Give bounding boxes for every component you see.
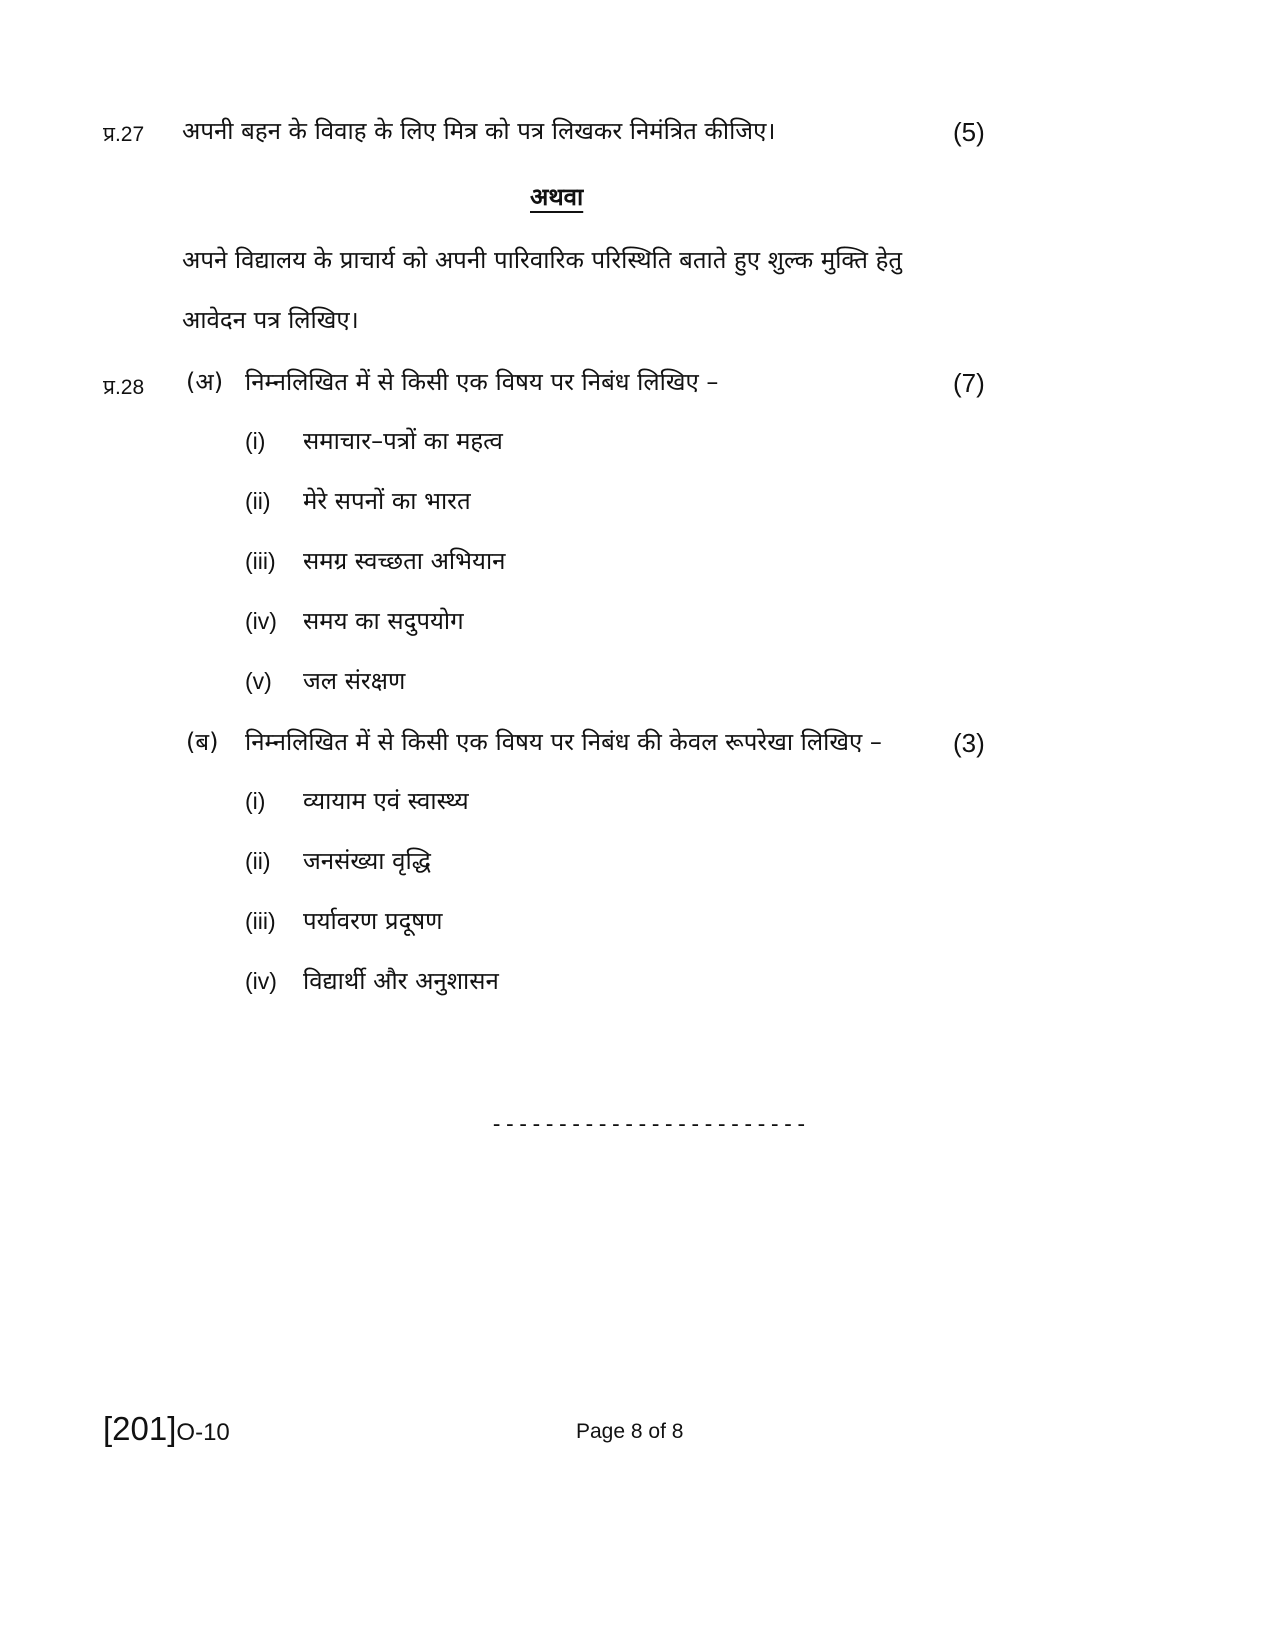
question-28-part-b-marks: (3) xyxy=(953,728,985,758)
question-28-part-b-label: (ब) xyxy=(186,728,219,756)
question-28-part-b-text: निम्नलिखित में से किसी एक विषय पर निबंध की केवल रूपरेखा लिखिए – xyxy=(245,728,882,756)
question-27-marks: (5) xyxy=(953,117,985,147)
or-heading: अथवा xyxy=(530,183,584,211)
question-28-part-a-text: निम्नलिखित में से किसी एक विषय पर निबंध लिखिए – xyxy=(245,368,719,396)
end-separator: ------------------------ xyxy=(490,1112,808,1137)
question-28-part-a-marks: (7) xyxy=(953,368,985,398)
list-item-number: (iii) xyxy=(245,908,276,934)
list-item-number: (i) xyxy=(245,428,266,454)
question-28-number: प्र.28 xyxy=(103,376,145,399)
list-item-number: (iv) xyxy=(245,608,277,634)
list-item: समय का सदुपयोग xyxy=(303,607,464,635)
list-item: व्यायाम एवं स्वास्थ्य xyxy=(303,787,469,815)
list-item: जल संरक्षण xyxy=(303,667,406,695)
list-item: जनसंख्या वृद्धि xyxy=(303,847,431,875)
paper-code-suffix: O-10 xyxy=(176,1419,230,1446)
list-item: विद्यार्थी और अनुशासन xyxy=(303,967,499,995)
page-number: Page 8 of 8 xyxy=(576,1420,684,1443)
paper-code xyxy=(103,1410,230,1448)
list-item-number: (ii) xyxy=(245,488,271,514)
list-item-number: (v) xyxy=(245,668,272,694)
question-27-number: प्र.27 xyxy=(103,123,145,146)
list-item-number: (i) xyxy=(245,788,266,814)
question-28-part-a-label: (अ) xyxy=(186,368,224,396)
list-item-number: (iv) xyxy=(245,968,277,994)
question-27-text: अपनी बहन के विवाह के लिए मित्र को पत्र लिखकर निमंत्रित कीजिए। xyxy=(182,117,776,145)
paper-code-main: [201] xyxy=(103,1410,177,1447)
question-27-alternative-line-2: आवेदन पत्र लिखिए। xyxy=(182,306,359,334)
list-item-number: (ii) xyxy=(245,848,271,874)
list-item: मेरे सपनों का भारत xyxy=(303,487,471,515)
list-item: समाचार–पत्रों का महत्व xyxy=(303,427,503,455)
list-item-number: (iii) xyxy=(245,548,276,574)
question-27-alternative-line-1: अपने विद्यालय के प्राचार्य को अपनी पारिवारिक परिस्थिति बताते हुए शुल्क मुक्ति हेतु xyxy=(182,246,903,274)
list-item: पर्यावरण प्रदूषण xyxy=(303,907,443,935)
list-item: समग्र स्वच्छता अभियान xyxy=(303,547,506,575)
